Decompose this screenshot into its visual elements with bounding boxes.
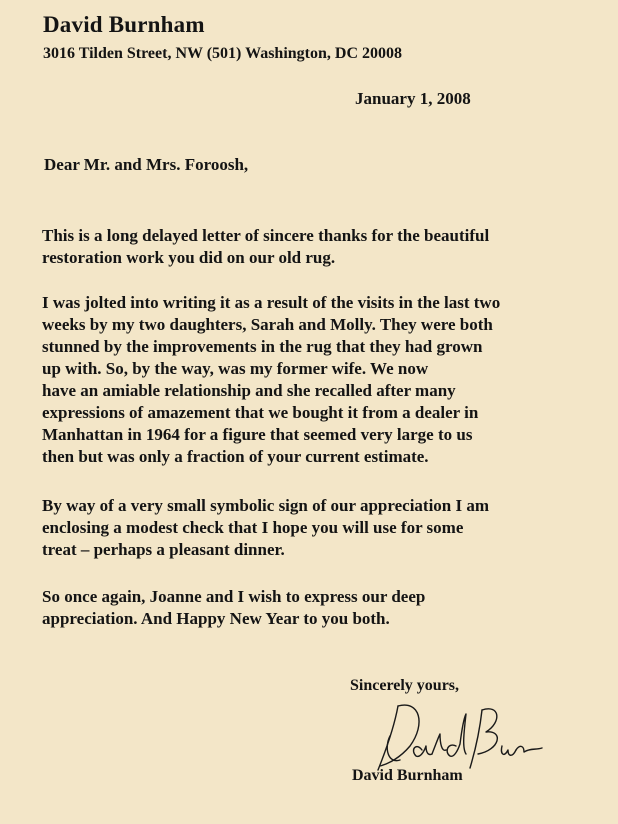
paragraph-line: weeks by my two daughters, Sarah and Molly. They were both — [42, 315, 493, 334]
paragraph-line: expressions of amazement that we bought it from a dealer in — [42, 403, 479, 422]
salutation: Dear Mr. and Mrs. Foroosh, — [44, 155, 249, 174]
paragraph-line: stunned by the improvements in the rug that they had grown — [42, 337, 483, 356]
paragraph-line: I was jolted into writing it as a result of the visits in the last two — [42, 293, 501, 312]
paragraph-line: enclosing a modest check that I hope you will use for some — [42, 518, 464, 537]
paragraph-line: By way of a very small symbolic sign of our appreciation I am — [42, 496, 490, 515]
paragraph-line: treat – perhaps a pleasant dinner. — [42, 540, 285, 559]
paragraph-line: then but was only a fraction of your current estimate. — [42, 447, 429, 466]
paragraph-line: This is a long delayed letter of sincere thanks for the beautiful — [42, 226, 490, 245]
closing: Sincerely yours, — [350, 677, 460, 694]
paragraph-line: have an amiable relationship and she recalled after many — [42, 381, 456, 400]
paragraph-line: up with. So, by the way, was my former wife. We now — [42, 359, 429, 378]
paragraph-closing — [42, 586, 602, 630]
paragraph-check — [42, 495, 602, 561]
paragraph-line: Manhattan in 1964 for a figure that seemed very large to us — [42, 425, 473, 444]
paragraph-thanks — [42, 225, 602, 269]
paragraph-line: So once again, Joanne and I wish to express our deep — [42, 587, 426, 606]
typed-name: David Burnham — [352, 767, 463, 784]
handwritten-signature — [360, 688, 560, 778]
paragraph-line: restoration work you did on our old rug. — [42, 248, 336, 267]
paragraph-line: appreciation. And Happy New Year to you both. — [42, 609, 390, 628]
letterhead-address: 3016 Tilden Street, NW (501) Washington, DC 20008 — [43, 45, 403, 62]
paragraph-visit — [42, 292, 602, 468]
letterhead-name: David Burnham — [43, 12, 205, 37]
letter-date: January 1, 2008 — [355, 89, 471, 108]
